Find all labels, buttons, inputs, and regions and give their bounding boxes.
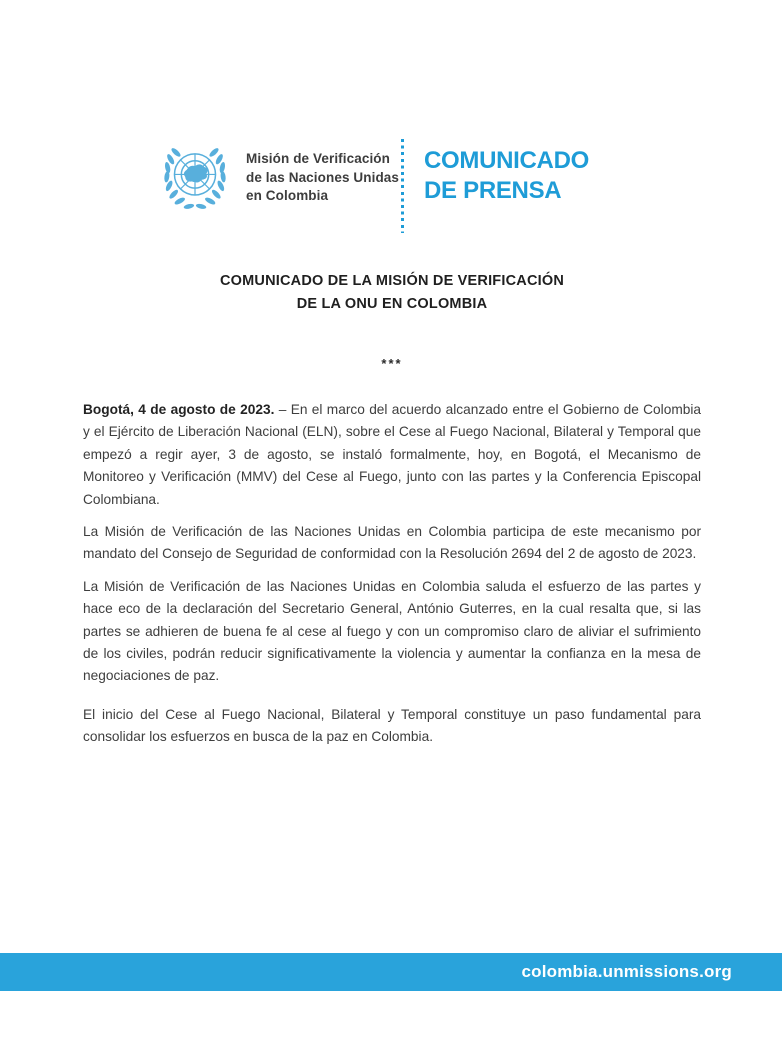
title-line: COMUNICADO DE LA MISIÓN DE VERIFICACIÓN	[220, 273, 564, 289]
mission-name-line: de las Naciones Unidas	[246, 169, 400, 185]
document-footer	[0, 953, 782, 991]
section-separator: ***	[381, 356, 403, 371]
dateline-lead: Bogotá, 4 de agosto de 2023.	[83, 402, 275, 417]
dotted-separator	[401, 139, 404, 233]
page-title	[83, 270, 701, 316]
website-url[interactable]: colombia.unmissions.org	[521, 962, 732, 981]
title-line: DE LA ONU EN COLOMBIA	[296, 296, 488, 312]
paragraph-text: El inicio del Cese al Fuego Nacional, Bilateral y Temporal constituye un paso fundamental para consolidar los esfuerzos en busca de la paz en Colombia.	[83, 706, 701, 745]
press-release-label	[424, 146, 589, 206]
paragraph-text: – En el marco del acuerdo alcanzado entre el Gobierno de Colombia y el Ejército de Liberación Nacional (ELN), sobre el Cese al Fuego Nacional, Bilateral y Temporal que empezó a regir ayer, 3 de agosto, se instaló formalmente, hoy, en Bogotá, el Mecanismo de Monitoreo y Verificación (MMV) del Cese al Fuego, junto con las partes y la Conferencia Episcopal Colombiana.	[83, 402, 701, 507]
press-release-label-line: DE PRENSA	[424, 177, 562, 204]
un-emblem-icon	[157, 141, 233, 217]
mission-name	[246, 141, 399, 206]
mission-logo	[157, 141, 399, 217]
document-body	[83, 270, 701, 759]
paragraph-text: La Misión de Verificación de las Naciones Unidas en Colombia saluda el esfuerzo de las partes y hace eco de la declaración del Secretario General, António Guterres, en la cual resalta que, si las partes se adhieren de buena fe al cese al fuego y con un compromiso claro de aliviar el sufrimiento de los civiles, podrán reducir significativamente la violencia y aumentar la confianza en la mesa de negociaciones de paz.	[83, 578, 701, 684]
paragraph-text: La Misión de Verificación de las Naciones Unidas en Colombia participa de este mecanismo por mandato del Consejo de Seguridad de conformidad con la Resolución 2694 del 2 de agosto de 2023.	[83, 524, 701, 562]
paragraph	[83, 704, 701, 749]
paragraph-list	[83, 399, 701, 749]
press-release-label-line: COMUNICADO	[424, 147, 589, 174]
paragraph	[83, 576, 701, 688]
paragraph-dateline	[83, 399, 701, 511]
paragraph	[83, 521, 701, 566]
mission-name-line: Misión de Verificación	[246, 151, 390, 166]
mission-name-line: en Colombia	[246, 188, 329, 203]
